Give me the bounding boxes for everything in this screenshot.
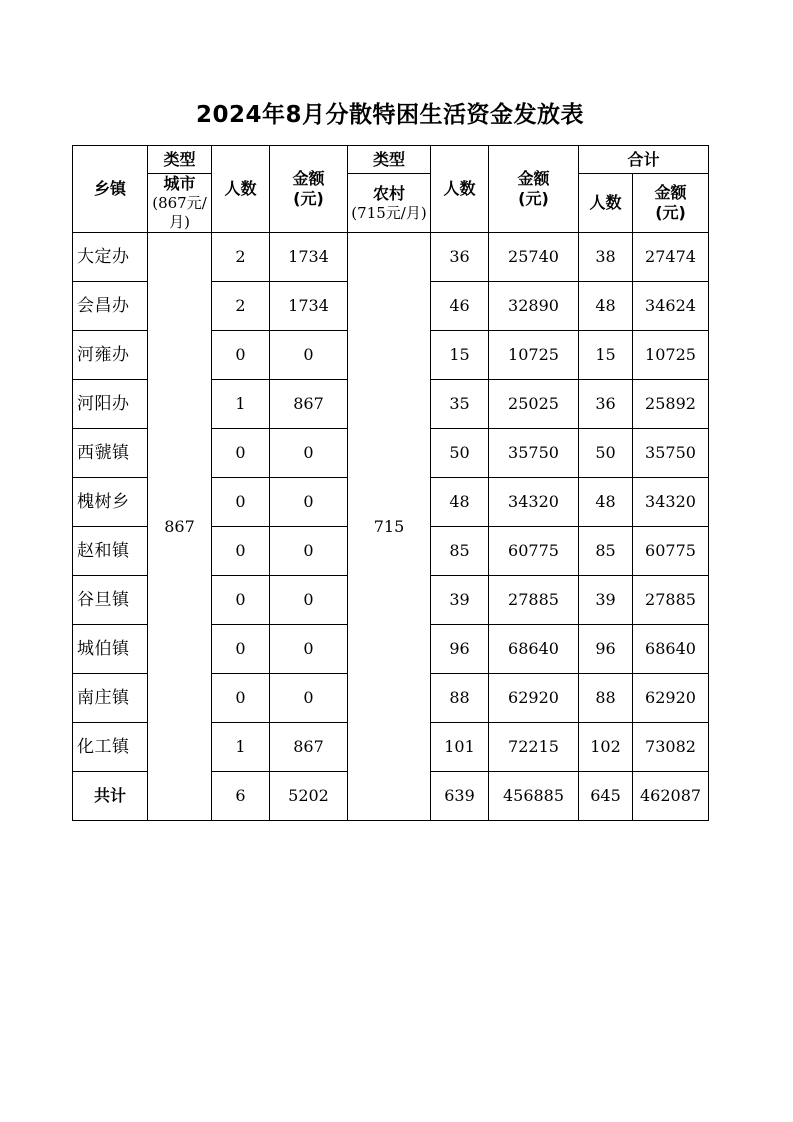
header-rural-rate: (715元/月): [351, 203, 427, 222]
cell-rural-count: 48: [431, 478, 489, 527]
header-town: 乡镇: [73, 146, 148, 233]
cell-urban-count: 0: [212, 674, 270, 723]
cell-urban-count: 0: [212, 625, 270, 674]
cell-urban-count: 0: [212, 527, 270, 576]
cell-total-amount: 27474: [633, 233, 709, 282]
cell-total-amount: 34624: [633, 282, 709, 331]
cell-total-count: 50: [579, 429, 633, 478]
header-total-amount-unit: (元): [655, 203, 686, 222]
cell-urban-amount: 0: [270, 674, 348, 723]
cell-total-count: 102: [579, 723, 633, 772]
header-urban: [148, 174, 212, 233]
cell-urban-count: 2: [212, 233, 270, 282]
cell-town: 槐树乡: [73, 478, 148, 527]
cell-urban-amount: 0: [270, 478, 348, 527]
summary-label: 共计: [73, 772, 148, 821]
cell-rural-amount: 35750: [489, 429, 579, 478]
cell-rural-amount: 32890: [489, 282, 579, 331]
header-total-count: 人数: [579, 174, 633, 233]
cell-rural-count: 35: [431, 380, 489, 429]
cell-total-amount: 60775: [633, 527, 709, 576]
cell-total-count: 38: [579, 233, 633, 282]
header-urban-amount-unit: (元): [293, 189, 324, 208]
cell-total-amount: 27885: [633, 576, 709, 625]
cell-urban-count: 0: [212, 429, 270, 478]
cell-urban-count: 1: [212, 723, 270, 772]
header-rural-label: 农村: [372, 183, 405, 203]
summary-total-count: 645: [579, 772, 633, 821]
cell-urban-count: 0: [212, 331, 270, 380]
urban-standard: 867: [148, 233, 212, 821]
cell-total-count: 96: [579, 625, 633, 674]
cell-urban-count: 0: [212, 576, 270, 625]
cell-rural-amount: 62920: [489, 674, 579, 723]
cell-rural-count: 15: [431, 331, 489, 380]
cell-urban-amount: 867: [270, 723, 348, 772]
cell-town: 谷旦镇: [73, 576, 148, 625]
header-total: 合计: [579, 146, 709, 174]
cell-total-count: 15: [579, 331, 633, 380]
cell-town: 城伯镇: [73, 625, 148, 674]
header-type-rural: 类型: [348, 146, 431, 174]
summary-total-amount: 462087: [633, 772, 709, 821]
header-urban-rate: (867元/月): [152, 194, 207, 231]
header-rural-amount-unit: (元): [518, 189, 549, 208]
header-total-amount-label: 金额: [654, 183, 687, 202]
header-urban-amount: [270, 146, 348, 233]
cell-urban-count: 0: [212, 478, 270, 527]
cell-total-count: 85: [579, 527, 633, 576]
cell-rural-amount: 25740: [489, 233, 579, 282]
cell-town: 大定办: [73, 233, 148, 282]
cell-total-count: 36: [579, 380, 633, 429]
table-row: [73, 233, 709, 282]
cell-urban-count: 1: [212, 380, 270, 429]
cell-rural-amount: 72215: [489, 723, 579, 772]
header-urban-amount-label: 金额: [292, 169, 325, 188]
cell-urban-amount: 0: [270, 429, 348, 478]
cell-town: 西虢镇: [73, 429, 148, 478]
cell-town: 会昌办: [73, 282, 148, 331]
header-urban-count: 人数: [212, 146, 270, 233]
cell-urban-count: 2: [212, 282, 270, 331]
cell-total-amount: 10725: [633, 331, 709, 380]
header-total-amount: [633, 174, 709, 233]
cell-total-amount: 68640: [633, 625, 709, 674]
cell-urban-amount: 1734: [270, 282, 348, 331]
header-rural-amount: [489, 146, 579, 233]
summary-urban-amount: 5202: [270, 772, 348, 821]
rural-standard: 715: [348, 233, 431, 821]
cell-rural-count: 96: [431, 625, 489, 674]
cell-town: 河阳办: [73, 380, 148, 429]
summary-rural-count: 639: [431, 772, 489, 821]
cell-town: 南庄镇: [73, 674, 148, 723]
cell-rural-count: 85: [431, 527, 489, 576]
header-type-urban: 类型: [148, 146, 212, 174]
cell-rural-count: 36: [431, 233, 489, 282]
header-rural-amount-label: 金额: [517, 169, 550, 188]
cell-rural-count: 88: [431, 674, 489, 723]
cell-rural-amount: 68640: [489, 625, 579, 674]
cell-rural-count: 46: [431, 282, 489, 331]
cell-total-count: 48: [579, 478, 633, 527]
cell-total-amount: 73082: [633, 723, 709, 772]
cell-rural-count: 50: [431, 429, 489, 478]
cell-rural-amount: 60775: [489, 527, 579, 576]
cell-rural-count: 39: [431, 576, 489, 625]
header-rural-count: 人数: [431, 146, 489, 233]
summary-urban-count: 6: [212, 772, 270, 821]
header-rural: [348, 174, 431, 233]
cell-urban-amount: 0: [270, 625, 348, 674]
cell-urban-amount: 0: [270, 331, 348, 380]
page-title: 2024年8月分散特困生活资金发放表: [195, 102, 585, 128]
header-urban-label: 城市: [163, 174, 196, 193]
cell-urban-amount: 0: [270, 576, 348, 625]
cell-total-amount: 35750: [633, 429, 709, 478]
cell-town: 河雍办: [73, 331, 148, 380]
cell-total-count: 48: [579, 282, 633, 331]
cell-rural-amount: 34320: [489, 478, 579, 527]
cell-urban-amount: 0: [270, 527, 348, 576]
cell-total-count: 39: [579, 576, 633, 625]
cell-urban-amount: 867: [270, 380, 348, 429]
cell-rural-amount: 10725: [489, 331, 579, 380]
cell-rural-amount: 27885: [489, 576, 579, 625]
cell-total-amount: 25892: [633, 380, 709, 429]
cell-town: 赵和镇: [73, 527, 148, 576]
cell-total-amount: 62920: [633, 674, 709, 723]
cell-rural-count: 101: [431, 723, 489, 772]
cell-total-count: 88: [579, 674, 633, 723]
cell-total-amount: 34320: [633, 478, 709, 527]
cell-rural-amount: 25025: [489, 380, 579, 429]
cell-urban-amount: 1734: [270, 233, 348, 282]
allowance-table: [72, 145, 709, 821]
summary-rural-amount: 456885: [489, 772, 579, 821]
cell-town: 化工镇: [73, 723, 148, 772]
